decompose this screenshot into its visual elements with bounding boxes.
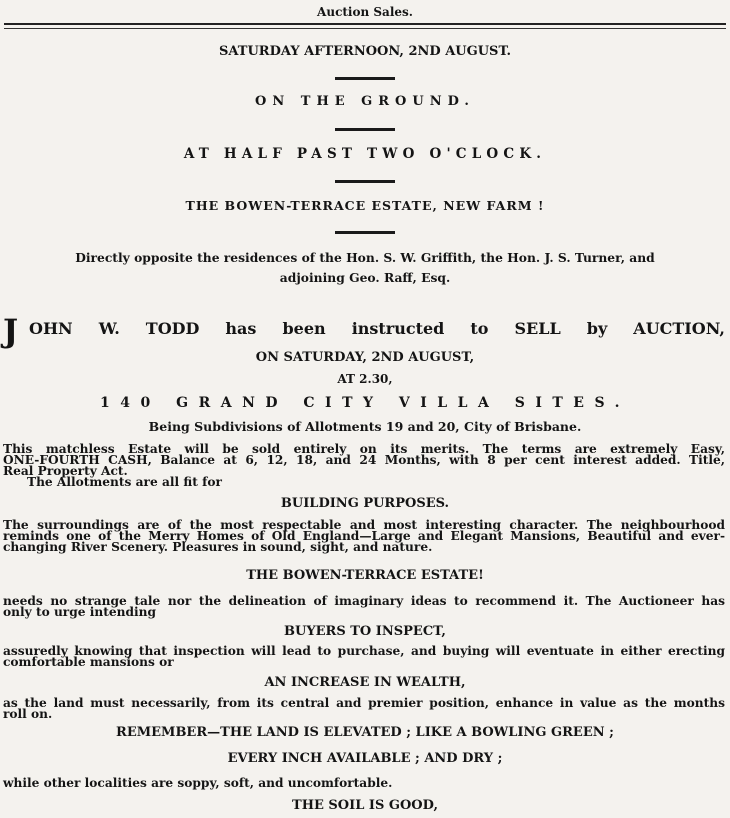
intro-word: instructed [351, 319, 445, 338]
para1-line4: The Allotments are all fit for [27, 475, 222, 489]
auctioneer-intro [3, 312, 725, 350]
every-inch-heading: EVERY INCH AVAILABLE ; AND DRY ; [227, 751, 503, 766]
para3-line2: only to urge intending [3, 605, 157, 619]
intro-word: OHN [29, 319, 73, 338]
para4-line2: comfortable mansions or [3, 655, 174, 669]
para2-line3: changing River Scenery. Pleasures in sound, sight, and nature. [3, 540, 433, 554]
date-heading: SATURDAY AFTERNOON, 2ND AUGUST. [219, 44, 511, 59]
para1-line1: This matchless Estate will be sold entirely on its merits. The terms are extremely Easy, [3, 442, 725, 456]
place-heading: ON THE GROUND. [255, 94, 475, 109]
top-rule-thin [4, 28, 726, 29]
time-heading: AT HALF PAST TWO O'CLOCK. [183, 146, 547, 162]
location-line-1: Directly opposite the residences of the Hon. S. W. Griffith, the Hon. J. S. Turner, and [75, 250, 655, 265]
estate-subheading: THE BOWEN-TERRACE ESTATE! [246, 568, 484, 583]
divider-dash [335, 128, 395, 131]
intro-word: has [225, 319, 257, 338]
intro-word: by [586, 319, 608, 338]
divider-dash [335, 77, 395, 80]
para1-line3: Real Property Act. [3, 464, 128, 478]
para5-line1: as the land must necessarily, from its central and premier position, enhance in value as the months [3, 696, 725, 710]
intro-word: TODD [145, 319, 200, 338]
buyers-heading: BUYERS TO INSPECT, [284, 624, 446, 639]
para1-line2: ONE-FOURTH CASH, Balance at 6, 12, 18, and 24 Months, with 8 per cent interest added. Title, [3, 453, 725, 467]
remember-heading: REMEMBER—THE LAND IS ELEVATED ; LIKE A BOWLING GREEN ; [116, 725, 614, 740]
building-heading: BUILDING PURPOSES. [280, 496, 450, 511]
divider-dash [335, 180, 395, 183]
soil-heading: THE SOIL IS GOOD, [292, 798, 438, 813]
para6-line1: while other localities are soppy, soft, and uncomfortable. [3, 776, 393, 790]
intro-word: SELL [514, 319, 561, 338]
intro-word: been [282, 319, 326, 338]
sale-time: AT 2.30, [337, 372, 393, 386]
intro-word: to [470, 319, 489, 338]
intro-word: AUCTION, [633, 319, 725, 338]
intro-word: W. [98, 319, 120, 338]
para2-line2: reminds one of the Merry Homes of Old England—Large and Elegant Mansions, Beautiful and ever- [3, 529, 725, 543]
sites-heading: 140 GRAND CITY VILLA SITES. [100, 395, 630, 411]
para3-line1: needs no strange tale nor the delineation of imaginary ideas to recommend it. The Auctioneer has [3, 594, 725, 608]
para4-line1: assuredly knowing that inspection will lead to purchase, and buying will eventuate in either erecting [3, 644, 725, 658]
divider-dash [335, 231, 395, 234]
top-rule [4, 23, 726, 25]
sale-date: ON SATURDAY, 2ND AUGUST, [255, 350, 475, 365]
section-title: Auction Sales. [317, 5, 413, 19]
para2-line1: The surroundings are of the most respectable and most interesting character. The neighbourhood [3, 518, 725, 532]
drop-cap: J [3, 312, 19, 350]
para5-line2: roll on. [3, 707, 53, 721]
location-line-2: adjoining Geo. Raff, Esq. [279, 270, 451, 285]
subdivision-line: Being Subdivisions of Allotments 19 and 20, City of Brisbane. [148, 419, 582, 434]
increase-heading: AN INCREASE IN WEALTH, [264, 675, 466, 690]
estate-heading: THE BOWEN-TERRACE ESTATE, NEW FARM ! [185, 198, 545, 213]
